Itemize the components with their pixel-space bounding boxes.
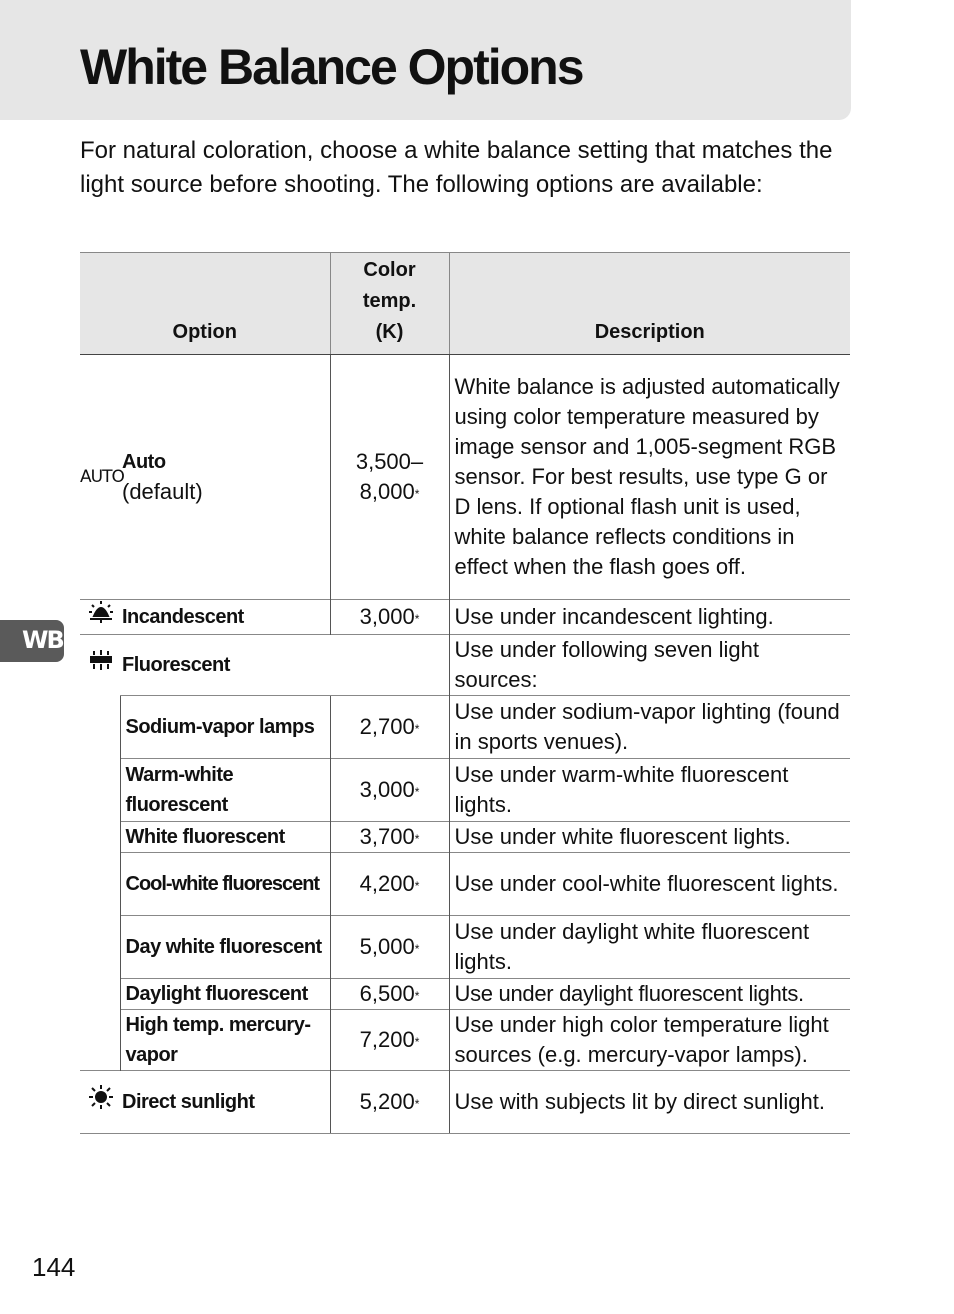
desc-incandescent: Use under incandescent lighting. (449, 600, 850, 635)
wb-section-tab[interactable] (0, 620, 64, 662)
table-header-row (80, 253, 850, 355)
table-row-white-fluorescent (80, 822, 850, 853)
temp-cell-daylight-fluorescent (330, 979, 449, 1010)
incandescent-bulb-icon (80, 600, 122, 634)
asterisk-warm-white: * (414, 785, 420, 799)
desc-warm-white: Use under warm-white fluorescent lights. (449, 759, 850, 822)
header-color-temp-line2: (K) (375, 321, 404, 343)
temp-direct-sunlight: 5,200 (359, 1089, 415, 1114)
page-number: 144 (32, 1252, 76, 1282)
option-name-auto: Auto (122, 451, 166, 473)
table-row-auto (80, 355, 850, 600)
asterisk-incandescent: * (414, 612, 420, 626)
option-name-fluorescent: Fluorescent (122, 654, 230, 676)
option-name-sodium-vapor: Sodium-vapor lamps (120, 696, 330, 759)
temp-cell-auto (330, 355, 449, 600)
desc-day-white: Use under daylight white fluorescent lights. (449, 916, 850, 979)
header-color-temp-line1: Color temp. (362, 259, 417, 312)
desc-cool-white: Use under cool-white fluorescent lights. (449, 853, 850, 916)
white-balance-table (80, 252, 850, 1134)
temp-cell-cool-white (330, 853, 449, 916)
option-name-warm-white: Warm-white fluorescent (120, 759, 330, 822)
table-row-mercury-vapor (80, 1010, 850, 1071)
header-color-temp (330, 253, 449, 355)
temp-cell-day-white (330, 916, 449, 979)
desc-white-fluorescent: Use under white fluorescent lights. (449, 822, 850, 853)
temp-cell-incandescent (330, 600, 449, 635)
desc-sodium-vapor: Use under sodium-vapor lighting (found in sports venues). (449, 696, 850, 759)
temp-white-fluorescent: 3,700 (359, 824, 415, 849)
asterisk-day-white: * (414, 942, 420, 956)
table-row-cool-white (80, 853, 850, 916)
desc-auto: White balance is adjusted automatically using color temperature measured by image sensor and 1,005-segment RGB sensor. For best results, use type G or D lens. If optional flash unit is used, white balance reflects conditions in effect when the flash goes off. (449, 355, 850, 600)
temp-warm-white: 3,000 (359, 777, 415, 802)
indent-cell (80, 696, 120, 759)
page-title: White Balance Options (80, 39, 583, 95)
fluorescent-icon (80, 649, 122, 681)
table-row-fluorescent (80, 635, 850, 696)
table-row-direct-sunlight (80, 1071, 850, 1134)
table-row-incandescent (80, 600, 850, 635)
intro-paragraph: For natural coloration, choose a white balance setting that matches the light source before shooting. The following options are available: (80, 137, 833, 198)
indent-cell (80, 916, 120, 979)
option-cell-auto (80, 355, 330, 600)
temp-daylight-fluorescent: 6,500 (359, 981, 415, 1006)
option-name-day-white: Day white fluorescent (120, 916, 330, 979)
option-name-white-fluorescent: White fluorescent (120, 822, 330, 853)
temp-auto-line2: 8,000 (359, 479, 415, 504)
header-description: Description (449, 253, 850, 355)
sun-icon (80, 1084, 122, 1120)
table-row-sodium-vapor (80, 696, 850, 759)
temp-day-white: 5,000 (359, 934, 415, 959)
desc-direct-sunlight: Use with subjects lit by direct sunlight. (449, 1071, 850, 1134)
option-name-mercury-vapor: High temp. mercury-vapor (120, 1010, 330, 1071)
temp-cell-warm-white (330, 759, 449, 822)
desc-mercury-vapor: Use under high color temperature light sources (e.g. mercury-vapor lamps). (449, 1010, 850, 1071)
temp-cell-white-fluorescent (330, 822, 449, 853)
temp-mercury-vapor: 7,200 (359, 1027, 415, 1052)
indent-cell (80, 853, 120, 916)
option-name-direct-sunlight: Direct sunlight (122, 1091, 255, 1113)
temp-sodium-vapor: 2,700 (359, 714, 415, 739)
wb-tab-label: WB (22, 626, 63, 654)
asterisk-daylight-fluorescent: * (414, 989, 420, 1003)
temp-cell-mercury-vapor (330, 1010, 449, 1071)
temp-cell-sodium-vapor (330, 696, 449, 759)
indent-cell (80, 822, 120, 853)
asterisk-mercury-vapor: * (414, 1035, 420, 1049)
asterisk-cool-white: * (414, 879, 420, 893)
desc-daylight-fluorescent: Use under daylight fluorescent lights. (449, 979, 850, 1010)
temp-auto-line1: 3,500– (355, 449, 424, 474)
indent-cell (80, 759, 120, 822)
option-name-daylight-fluorescent: Daylight fluorescent (120, 979, 330, 1010)
asterisk-sodium-vapor: * (414, 722, 420, 736)
temp-cell-direct-sunlight (330, 1071, 449, 1134)
table-row-daylight-fluorescent (80, 979, 850, 1010)
indent-cell (80, 1010, 120, 1071)
asterisk-direct-sunlight: * (414, 1097, 420, 1111)
indent-cell (80, 979, 120, 1010)
table-row-day-white (80, 916, 850, 979)
temp-incandescent: 3,000 (359, 604, 415, 629)
option-cell-incandescent (80, 600, 330, 635)
option-name-cool-white: Cool-white fluorescent (120, 853, 330, 916)
asterisk-auto: * (414, 487, 420, 501)
auto-icon: AUTO (80, 467, 124, 487)
table-row-warm-white (80, 759, 850, 822)
option-cell-fluorescent (80, 635, 449, 696)
option-sub-auto: (default) (122, 479, 203, 504)
header-option: Option (80, 253, 330, 355)
option-cell-direct-sunlight (80, 1071, 330, 1134)
temp-cool-white: 4,200 (359, 871, 415, 896)
desc-fluorescent: Use under following seven light sources: (449, 635, 850, 696)
asterisk-white-fluorescent: * (414, 832, 420, 846)
option-name-incandescent: Incandescent (122, 606, 244, 628)
